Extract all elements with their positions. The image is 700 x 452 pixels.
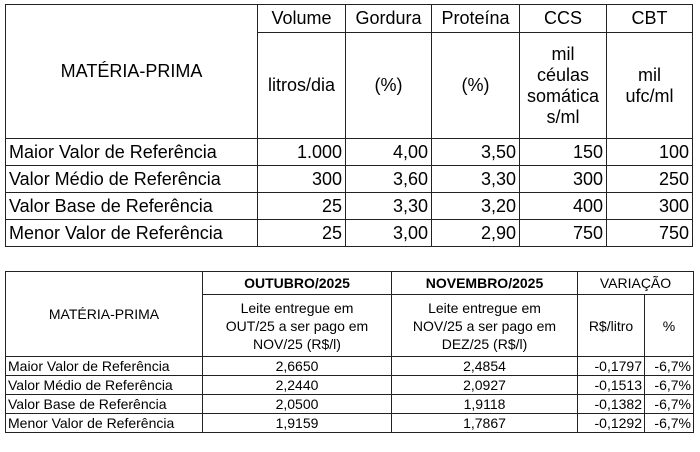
table-row (6, 166, 693, 193)
fat-unit: (%) (346, 33, 432, 139)
ccs-unit-line: somática (526, 85, 600, 106)
fat-header: Gordura (346, 5, 432, 33)
cell-november: 2,0927 (392, 376, 578, 395)
volume-unit: litros/dia (258, 33, 346, 139)
variation-pct-header: % (645, 295, 694, 357)
cbt-unit-line: ufc/ml (625, 85, 674, 106)
subheader-line: OUT/25 a ser pago em (225, 317, 369, 334)
cell-volume: 300 (258, 166, 346, 193)
cbt-unit (607, 33, 693, 139)
cell-ccs: 400 (520, 193, 607, 220)
subheader-line: Leite entregue em (428, 299, 541, 316)
row-label: Valor Médio de Referência (6, 376, 203, 395)
cell-ccs: 750 (520, 220, 607, 247)
ccs-unit-line: mil (551, 43, 575, 64)
subheader-line: DEZ/25 (R$/l) (441, 335, 528, 352)
cell-fat: 3,60 (346, 166, 432, 193)
subheader-line: Leite entregue em (240, 299, 354, 316)
cell-november: 1,9118 (392, 395, 578, 414)
cell-volume: 25 (258, 220, 346, 247)
table-row (6, 357, 694, 376)
row-label: Menor Valor de Referência (6, 220, 258, 247)
volume-header: Volume (258, 5, 346, 33)
reference-values-table (5, 4, 693, 247)
november-subheader (392, 295, 578, 357)
cell-protein: 3,20 (432, 193, 520, 220)
row-label: Maior Valor de Referência (6, 357, 203, 376)
cell-protein: 3,30 (432, 166, 520, 193)
row-label: Valor Médio de Referência (6, 166, 258, 193)
cbt-unit-line: mil (638, 64, 661, 85)
cell-fat: 3,30 (346, 193, 432, 220)
cell-variation-pct: -6,7% (645, 376, 694, 395)
row-label: Valor Base de Referência (6, 193, 258, 220)
table-row (6, 414, 694, 433)
cell-variation-rs: -0,1797 (578, 357, 645, 376)
cell-variation-pct: -6,7% (645, 414, 694, 433)
ccs-header: CCS (520, 5, 607, 33)
protein-unit: (%) (432, 33, 520, 139)
cell-fat: 3,00 (346, 220, 432, 247)
raw-material-header: MATÉRIA-PRIMA (6, 272, 203, 357)
cell-protein: 2,90 (432, 220, 520, 247)
table-row (6, 220, 693, 247)
cell-variation-rs: -0,1513 (578, 376, 645, 395)
cell-ccs: 300 (520, 166, 607, 193)
cell-cbt: 100 (607, 139, 693, 166)
cell-variation-rs: -0,1382 (578, 395, 645, 414)
cell-variation-rs: -0,1292 (578, 414, 645, 433)
november-header: NOVEMBRO/2025 (392, 272, 578, 295)
row-label: Maior Valor de Referência (6, 139, 258, 166)
raw-material-header: MATÉRIA-PRIMA (6, 5, 258, 139)
cell-volume: 1.000 (258, 139, 346, 166)
cell-october: 2,0500 (203, 395, 392, 414)
subheader-line: NOV/25 (R$/l) (253, 335, 341, 352)
cell-october: 2,6650 (203, 357, 392, 376)
cell-cbt: 250 (607, 166, 693, 193)
cell-november: 2,4854 (392, 357, 578, 376)
cell-cbt: 750 (607, 220, 693, 247)
table-row (6, 395, 694, 414)
ccs-unit-line: s/ml (546, 106, 580, 127)
october-subheader (203, 295, 392, 357)
cbt-header: CBT (607, 5, 693, 33)
subheader-line: NOV/25 a ser pago em (412, 317, 557, 334)
cell-ccs: 150 (520, 139, 607, 166)
cell-variation-pct: -6,7% (645, 357, 694, 376)
milk-price-table (5, 271, 694, 433)
protein-header: Proteína (432, 5, 520, 33)
cell-november: 1,7867 (392, 414, 578, 433)
cell-cbt: 300 (607, 193, 693, 220)
cell-fat: 4,00 (346, 139, 432, 166)
cell-october: 2,2440 (203, 376, 392, 395)
row-label: Menor Valor de Referência (6, 414, 203, 433)
row-label: Valor Base de Referência (6, 395, 203, 414)
table-row (6, 376, 694, 395)
cell-october: 1,9159 (203, 414, 392, 433)
cell-variation-pct: -6,7% (645, 395, 694, 414)
october-header: OUTUBRO/2025 (203, 272, 392, 295)
variation-rs-header: R$/litro (578, 295, 645, 357)
variation-header: VARIAÇÃO (578, 272, 694, 295)
cell-protein: 3,50 (432, 139, 520, 166)
table-row (6, 193, 693, 220)
ccs-unit (520, 33, 607, 139)
cell-volume: 25 (258, 193, 346, 220)
ccs-unit-line: céulas (536, 64, 590, 85)
table-row (6, 139, 693, 166)
